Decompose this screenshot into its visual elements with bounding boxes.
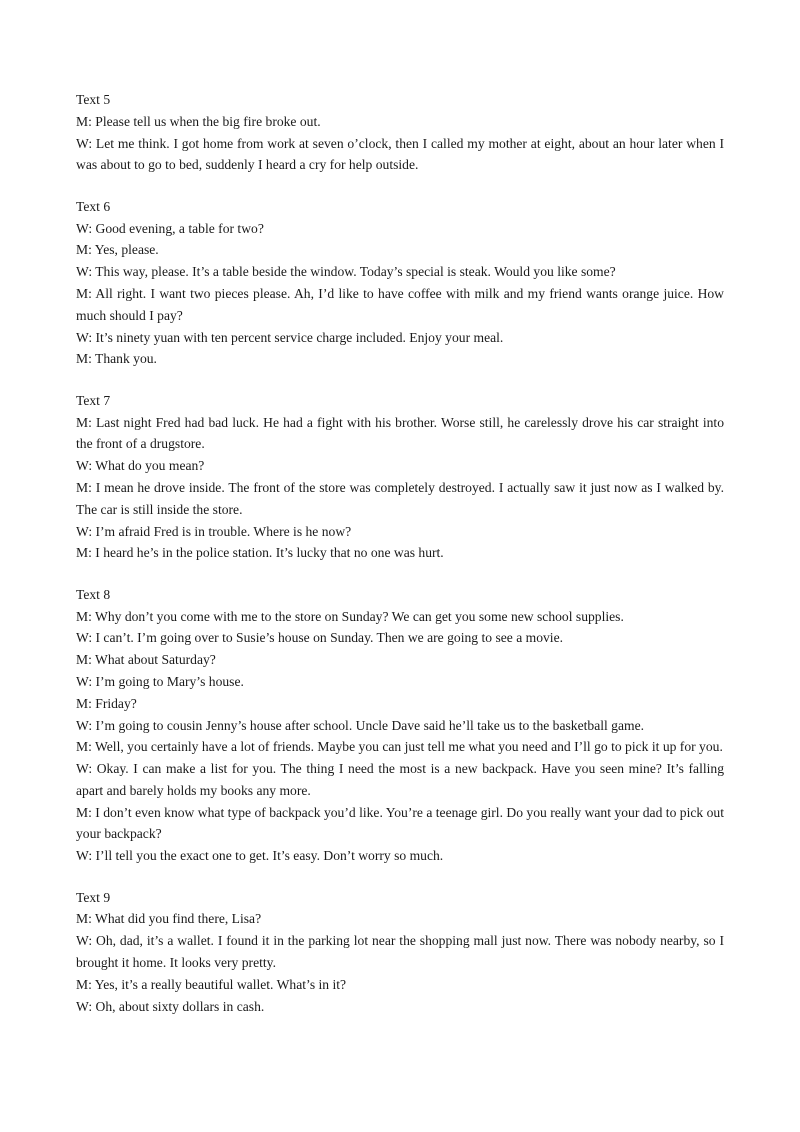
dialogue-line: W: I’m going to Mary’s house.	[76, 673, 244, 689]
dialogue-line: W: Let me think. I got home from work at seven o’clock, then I called my mother at eight, about an hour later when I was about to go to bed, suddenly I heard a cry for help outside.	[76, 135, 724, 173]
section-text-5	[76, 89, 724, 176]
dialogue-line: M: Yes, please.	[76, 242, 159, 258]
section-heading: Text 8	[76, 586, 111, 602]
dialogue-line: W: This way, please. It’s a table beside the window. Today’s special is steak. Would you like some?	[76, 264, 616, 280]
section-text-9	[76, 887, 724, 1018]
section-text-8	[76, 584, 724, 867]
section-heading: Text 6	[76, 198, 111, 214]
dialogue-line: W: It’s ninety yuan with ten percent service charge included. Enjoy your meal.	[76, 329, 504, 345]
dialogue-line: W: I’ll tell you the exact one to get. It’s easy. Don’t worry so much.	[76, 848, 444, 864]
dialogue-line: M: I heard he’s in the police station. It’s lucky that no one was hurt.	[76, 545, 444, 561]
dialogue-line: W: I’m going to cousin Jenny’s house after school. Uncle Dave said he’ll take us to the basketball game.	[76, 717, 645, 733]
dialogue-line: W: Good evening, a table for two?	[76, 220, 264, 236]
dialogue-line: M: Friday?	[76, 695, 137, 711]
section-heading: Text 9	[76, 889, 111, 905]
dialogue-line: M: What did you find there, Lisa?	[76, 911, 262, 927]
dialogue-line: M: I mean he drove inside. The front of the store was completely destroyed. I actually saw it just now as I walked by. The car is still inside the store.	[76, 479, 724, 517]
dialogue-line: M: Last night Fred had bad luck. He had a fight with his brother. Worse still, he carelessly drove his car straight into the front of a drugstore.	[76, 414, 724, 452]
section-text-6	[76, 196, 724, 370]
dialogue-line: W: Oh, about sixty dollars in cash.	[76, 998, 265, 1014]
dialogue-line: M: What about Saturday?	[76, 652, 216, 668]
dialogue-line: M: I don’t even know what type of backpack you’d like. You’re a teenage girl. Do you really want your dad to pick out your backpack?	[76, 804, 724, 842]
dialogue-line: M: Why don’t you come with me to the store on Sunday? We can get you some new school supplies.	[76, 608, 624, 624]
dialogue-line: M: All right. I want two pieces please. Ah, I’d like to have coffee with milk and my friend wants orange juice. How much should I pay?	[76, 285, 724, 323]
dialogue-line: W: Okay. I can make a list for you. The thing I need the most is a new backpack. Have you seen mine? It’s falling apart and barely holds my books any more.	[76, 761, 724, 798]
section-text-7	[76, 390, 724, 564]
dialogue-line: W: I’m afraid Fred is in trouble. Where is he now?	[76, 523, 352, 539]
dialogue-line: M: Please tell us when the big fire broke out.	[76, 113, 321, 129]
dialogue-line: M: Yes, it’s a really beautiful wallet. What’s in it?	[76, 976, 347, 992]
dialogue-line: W: Oh, dad, it’s a wallet. I found it in the parking lot near the shopping mall just now. There was nobody nearby, so I brought it home. It looks very pretty.	[76, 933, 724, 971]
dialogue-line: M: Well, you certainly have a lot of friends. Maybe you can just tell me what you need and I’ll go to pick it up for you.	[76, 739, 723, 755]
section-heading: Text 7	[76, 392, 111, 408]
dialogue-line: W: What do you mean?	[76, 458, 205, 474]
document-page	[76, 89, 724, 1037]
dialogue-line: M: Thank you.	[76, 351, 157, 367]
section-heading: Text 5	[76, 92, 111, 107]
dialogue-line: W: I can’t. I’m going over to Susie’s house on Sunday. Then we are going to see a movie.	[76, 630, 564, 646]
